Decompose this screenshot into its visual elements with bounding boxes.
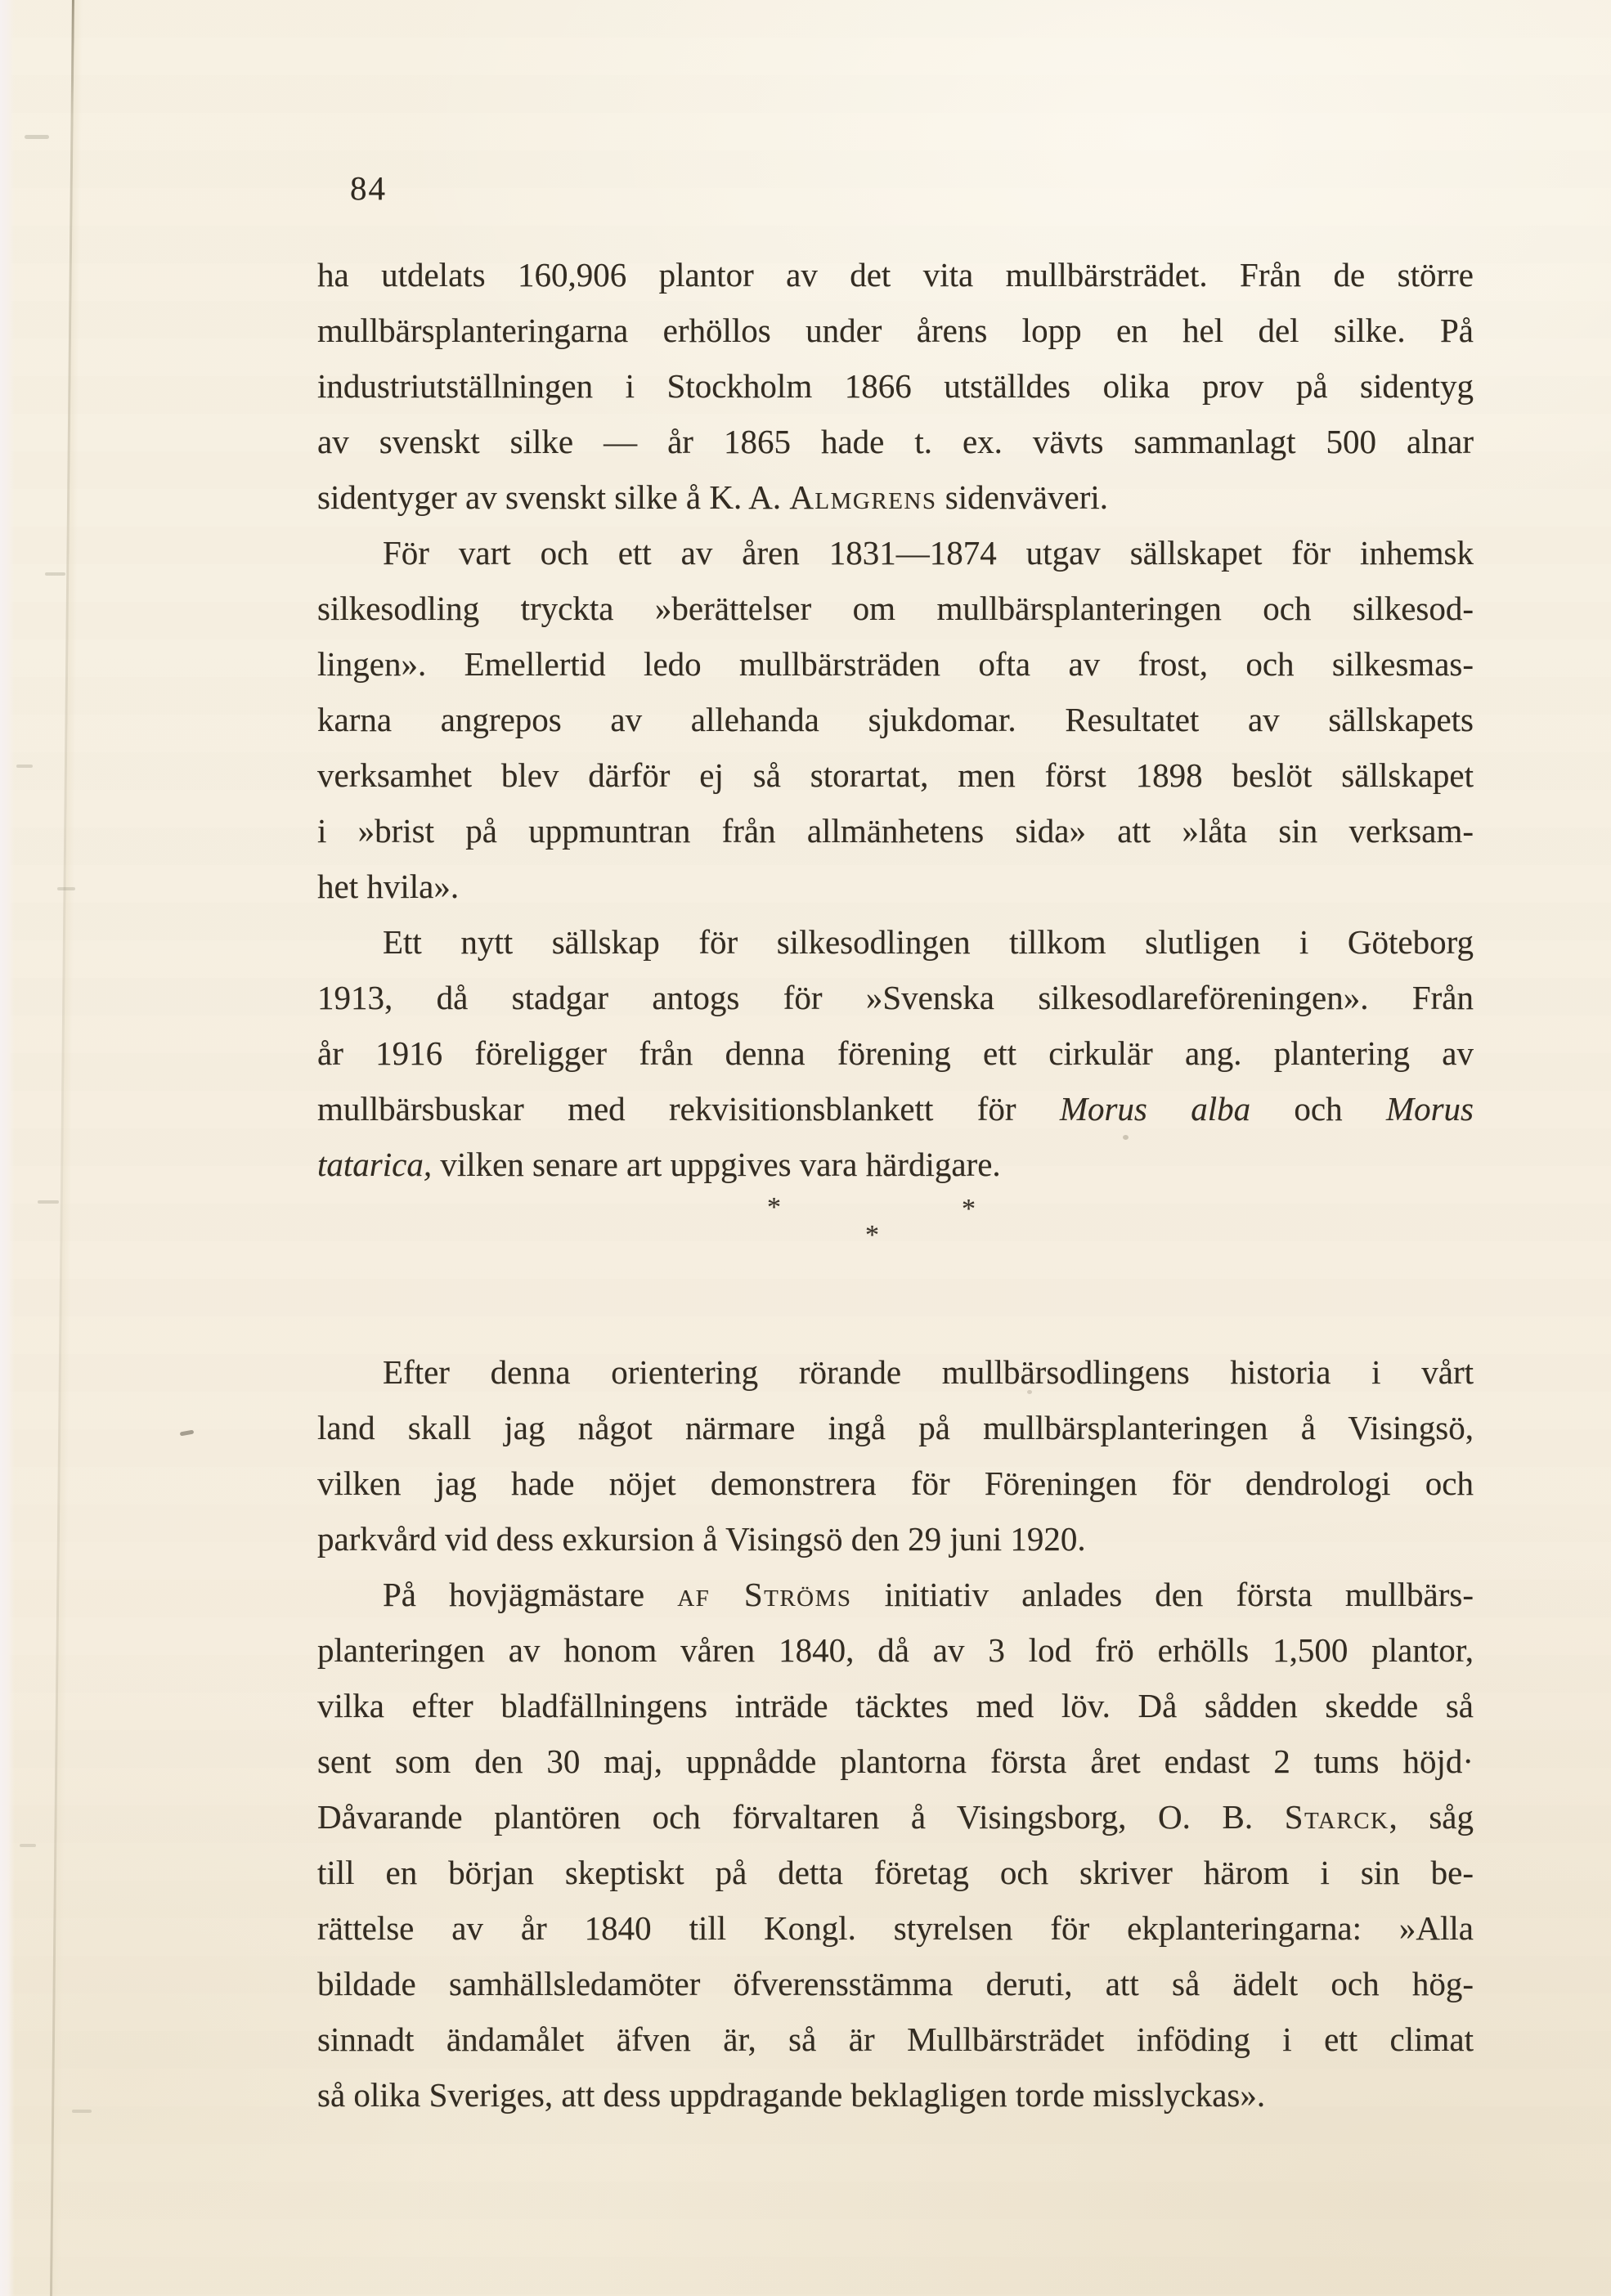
text-line: [317, 2011, 1474, 2067]
text-segment: Morus alba: [1059, 1090, 1251, 1128]
text-segment: år 1916 föreligger från denna förening ett cirkulär ang. plantering av: [317, 1034, 1474, 1072]
ink-speck: [180, 1430, 195, 1437]
paper-streak: [16, 765, 33, 768]
text-line: [317, 803, 1474, 859]
text-line: [317, 1567, 1474, 1622]
asterisk-icon: *: [767, 1192, 781, 1222]
page-number: 84: [350, 169, 387, 207]
text-line: [317, 1622, 1474, 1678]
text-segment: Almgrens: [789, 478, 937, 516]
text-line: [317, 859, 1474, 914]
text-segment: Morus: [1385, 1090, 1474, 1128]
text-segment: parkvård vid dess exkursion å Visingsö den 29 juni 1920.: [317, 1520, 1086, 1558]
text-line: [317, 1344, 1474, 1400]
text-segment: till en början skeptiskt på detta företag och skriver härom i sin be-: [317, 1854, 1474, 1891]
text-line: [317, 1845, 1474, 1900]
ink-speck: [1027, 1390, 1032, 1394]
text-segment: så olika Sveriges, att dess uppdragande beklagligen torde misslyckas».: [317, 2076, 1266, 2114]
text-line: [317, 414, 1474, 469]
text-line: [317, 358, 1474, 414]
text-line: [317, 692, 1474, 747]
text-segment: och: [1250, 1090, 1386, 1128]
text-line: [317, 247, 1474, 303]
text-segment: rättelse av år 1840 till Kongl. styrelsen för ekplanteringarna: »Alla: [317, 1909, 1474, 1947]
text-segment: silkesodling tryckta »berättelser om mullbärsplanteringen och silkesod-: [317, 590, 1474, 627]
paper-streak: [57, 887, 75, 890]
text-line: [317, 1137, 1474, 1192]
text-segment: tatarica,: [317, 1146, 433, 1183]
text-line: [317, 1678, 1474, 1733]
text-segment: mullbärsplanteringarna erhöllos under årens lopp en hel del silke. På: [317, 312, 1474, 349]
paragraph: [317, 1567, 1474, 2123]
text-line: [317, 525, 1474, 581]
paper-streak: [72, 2110, 92, 2113]
text-segment: 1913, då stadgar antogs för »Svenska silkesodlareföreningen». Från: [317, 979, 1474, 1016]
paragraph: [317, 914, 1474, 1192]
text-segment: karna angrepos av allehanda sjukdomar. Resultatet av sällskapets: [317, 701, 1474, 738]
text-line: [317, 747, 1474, 803]
text-line: [317, 581, 1474, 636]
text-segment: planteringen av honom våren 1840, då av 3 lod frö erhölls 1,500 plantor,: [317, 1631, 1474, 1669]
text-segment: sidentyger av svenskt silke å K. A.: [317, 478, 790, 516]
text-segment: het hvila».: [317, 868, 460, 905]
text-segment: lingen». Emellertid ledo mullbärsträden ofta av frost, och silkesmas-: [317, 645, 1474, 683]
text-segment: Ett nytt sällskap för silkesodlingen tillkom slutligen i Göteborg: [383, 923, 1474, 961]
paper-streak: [20, 1844, 36, 1847]
text-segment: Starck: [1284, 1798, 1389, 1836]
text-line: [317, 1733, 1474, 1789]
text-line: [317, 1081, 1474, 1137]
text-segment: mullbärsbuskar med rekvisitionsblankett för: [317, 1090, 1060, 1128]
paper-streak: [45, 572, 65, 576]
text-segment: af Ströms: [677, 1576, 852, 1613]
text-line: [317, 1400, 1474, 1455]
text-line: [317, 636, 1474, 692]
paragraph: [317, 247, 1474, 525]
text-line: [317, 469, 1474, 525]
paper-left-edge: [0, 0, 15, 2296]
paper-streak: [38, 1200, 59, 1204]
text-section-history: [317, 247, 1474, 1192]
asterisk-icon: *: [962, 1194, 976, 1224]
paper-streak: [25, 135, 49, 139]
text-section-visingso: [317, 1344, 1474, 2123]
text-segment: ha utdelats 160,906 plantor av det vita mullbärsträdet. Från de större: [317, 256, 1474, 294]
text-line: [317, 1900, 1474, 1956]
text-segment: vilka efter bladfällningens inträde täcktes med löv. Då sådden skedde så: [317, 1687, 1474, 1724]
text-segment: industriutställningen i Stockholm 1866 utställdes olika prov på sidentyg: [317, 367, 1474, 405]
text-line: [317, 1025, 1474, 1081]
text-segment: sent som den 30 maj, uppnådde plantorna första året endast 2 tums höjd·: [317, 1742, 1474, 1780]
text-line: [317, 1789, 1474, 1845]
text-segment: , såg: [1389, 1798, 1474, 1836]
text-segment: På hovjägmästare: [383, 1576, 678, 1613]
text-segment: sidenväveri.: [936, 478, 1108, 516]
text-segment: Dåvarande plantören och förvaltaren å Visingsborg, O. B.: [317, 1798, 1285, 1836]
text-segment: land skall jag något närmare ingå på mullbärsplanteringen å Visingsö,: [317, 1409, 1474, 1446]
text-line: [317, 1956, 1474, 2011]
text-line: [317, 970, 1474, 1025]
text-segment: vilken senare art uppgives vara härdigare.: [432, 1146, 1001, 1183]
text-segment: Efter denna orientering rörande mullbärsodlingens historia i vårt: [383, 1353, 1474, 1391]
text-line: [317, 303, 1474, 358]
paragraph: [317, 1344, 1474, 1567]
page-fold-line: [50, 0, 74, 2296]
text-segment: i »brist på uppmuntran från allmänhetens sida» att »låta sin verksam-: [317, 812, 1474, 850]
text-segment: För vart och ett av åren 1831—1874 utgav sällskapet för inhemsk: [383, 534, 1474, 572]
asterisk-icon: *: [865, 1220, 879, 1250]
text-line: [317, 914, 1474, 970]
ink-speck: [1123, 1135, 1129, 1140]
text-line: [317, 1511, 1474, 1567]
text-line: [317, 1455, 1474, 1511]
text-segment: initiativ anlades den första mullbärs-: [851, 1576, 1474, 1613]
text-segment: verksamhet blev därför ej så storartat, men först 1898 beslöt sällskapet: [317, 756, 1474, 794]
text-segment: av svenskt silke — år 1865 hade t. ex. vävts sammanlagt 500 alnar: [317, 423, 1474, 460]
text-segment: bildade samhällsledamöter öfverensstämma deruti, att så ädelt och hög-: [317, 1965, 1474, 2002]
text-segment: sinnadt ändamålet äfven är, så är Mullbärsträdet inföding i ett climat: [317, 2020, 1474, 2058]
text-line: [317, 2067, 1474, 2123]
text-segment: vilken jag hade nöjet demonstrera för Föreningen för dendrologi och: [317, 1464, 1474, 1502]
paragraph: [317, 525, 1474, 914]
